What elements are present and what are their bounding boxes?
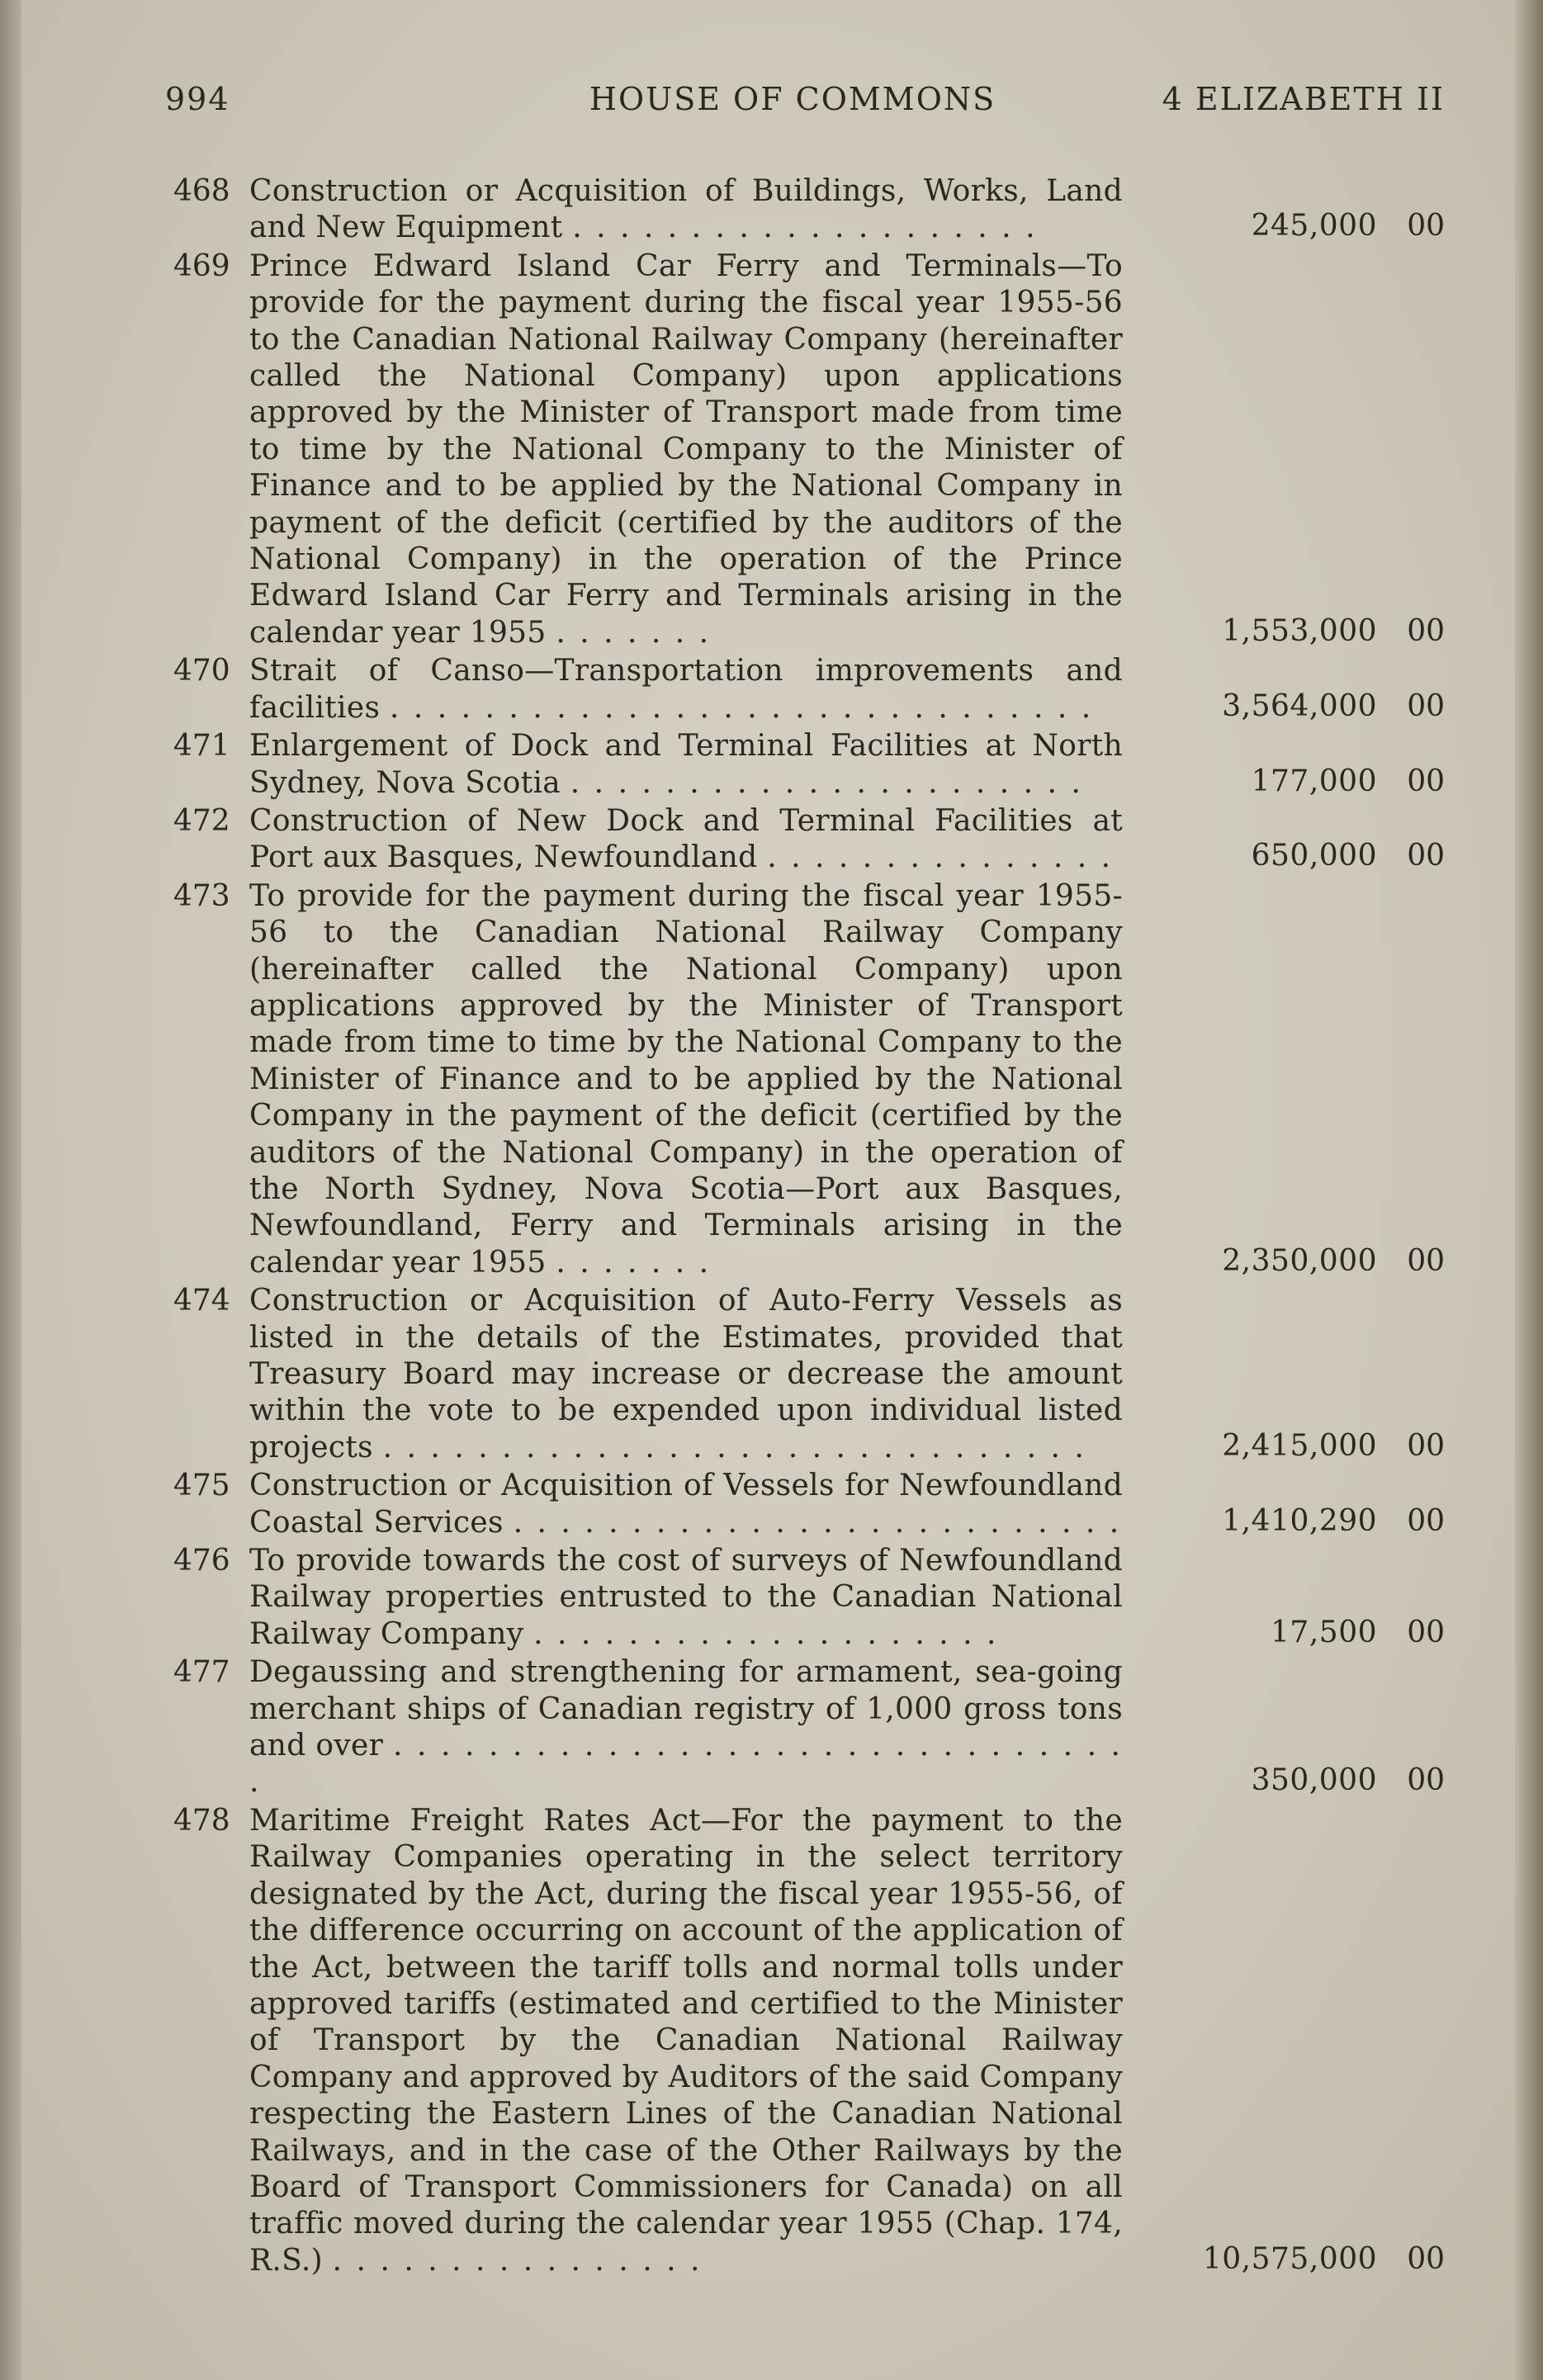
vote-amount: 177,000 00 <box>1251 764 1445 798</box>
vote-description: Enlargement of Dock and Terminal Facilities at North Sydney, Nova Scotia . . . . . . . . . . . . . . . . . . . . . . <box>249 729 1123 800</box>
vote-description: Construction or Acquisition of Buildings, Works, Land and New Equipment . . . . . . . . . . . . . . . . . . . . <box>249 174 1123 245</box>
estimate-item <box>173 653 1445 726</box>
vote-number: 475 <box>173 1469 230 1503</box>
vote-number: 478 <box>173 1803 230 1838</box>
estimate-item <box>173 728 1445 802</box>
page-binding-shadow <box>0 0 21 2380</box>
vote-number: 474 <box>173 1284 230 1318</box>
vote-amount: 350,000 00 <box>1251 1763 1445 1798</box>
vote-description: Degaussing and strengthening for armament, sea-going merchant ships of Canadian registry of 1,000 gross tons and over . . . . . . . . . . . . . . . . . . . . . . . . . . . . . . . . <box>249 1655 1124 1800</box>
vote-description: Construction or Acquisition of Vessels for Newfoundland Coastal Services . . . . . . . . . . . . . . . . . . . . . . . . . . <box>249 1469 1123 1540</box>
dot-leader: . . . . . . . <box>556 1245 712 1280</box>
vote-description: To provide towards the cost of surveys of Newfoundland Railway properties entrusted to the Canadian National Railway Company . . . . . . . . . . . . . . . . . . . . <box>249 1544 1123 1651</box>
page-edge-shadow <box>1515 0 1543 2380</box>
dot-leader: . . . . . . . . . . . . . . . . . . . . <box>533 1616 999 1651</box>
estimate-item <box>173 1283 1445 1466</box>
page-number: 994 <box>165 81 230 117</box>
dot-leader: . . . . . . . . . . . . . . . . . . . . . . . . . . . . . . <box>382 1430 1086 1464</box>
vote-amount: 1,553,000 00 <box>1222 613 1445 648</box>
estimate-item <box>173 1543 1445 1653</box>
dot-leader: . . . . . . . . . . . . . . . . <box>332 2243 703 2278</box>
vote-amount: 17,500 00 <box>1271 1615 1445 1649</box>
dot-leader: . . . . . . . . . . . . . . . . . . . . . . <box>570 765 1083 800</box>
estimate-item <box>173 1468 1445 1541</box>
estimate-item <box>173 173 1445 247</box>
vote-amount: 3,564,000 00 <box>1222 688 1445 723</box>
vote-description: Construction or Acquisition of Auto-Ferry Vessels as listed in the details of the Estimates, provided that Treasury Board may increase or decrease the amount within the vote to be expended upon individual listed projects . . . . . . . . . . . . . . . . . . . . . . . . . . . . . . <box>249 1284 1123 1464</box>
vote-description: To provide for the payment during the fiscal year 1955-56 to the Canadian National Railway Company (hereinafter called the National Company) upon applications approved by the Minister of Transport made from time to time by the National Company to the Minister of Finance and to be applied by the National Company in the payment of the deficit (certified by the auditors of the National Company) in the operation of the North Sydney, Nova Scotia—Port aux Basques, Newfoundland, Ferry and Terminals arising in the calendar year 1955 . . . . . . . <box>249 878 1123 1280</box>
page-title: HOUSE OF COMMONS <box>589 81 996 117</box>
dot-leader: . . . . . . . <box>556 615 712 650</box>
vote-description: Construction of New Dock and Terminal Facilities at Port aux Basques, Newfoundland . . . . . . . . . . . . . . . <box>249 803 1123 875</box>
vote-description: Prince Edward Island Car Ferry and Terminals—To provide for the payment during the fiscal year 1955-56 to the Canadian National Railway Company (hereinafter called the National Company) upon applications approved by the Minister of Transport made from time to time by the National Company to the Minister of Finance and to be applied by the National Company in payment of the deficit (certified by the auditors of the National Company) in the operation of the Prince Edward Island Car Ferry and Terminals arising in the calendar year 1955 . . . . . . . <box>249 248 1123 650</box>
running-header <box>165 81 1445 122</box>
estimate-item <box>173 248 1445 651</box>
regnal-year: 4 ELIZABETH II <box>1162 81 1445 117</box>
vote-number: 470 <box>173 654 230 688</box>
vote-number: 471 <box>173 729 230 764</box>
vote-description: Strait of Canso—Transportation improvements and facilities . . . . . . . . . . . . . . . . . . . . . . . . . . . . . . <box>249 654 1123 725</box>
vote-amount: 2,415,000 00 <box>1222 1428 1445 1463</box>
dot-leader: . . . . . . . . . . . . . . . . . . . . <box>572 211 1038 245</box>
vote-amount: 650,000 00 <box>1251 839 1445 873</box>
dot-leader: . . . . . . . . . . . . . . . <box>767 840 1114 875</box>
vote-amount: 245,000 00 <box>1251 209 1445 244</box>
estimate-item <box>173 1803 1445 2279</box>
vote-number: 468 <box>173 174 230 208</box>
dot-leader: . . . . . . . . . . . . . . . . . . . . . . . . . . . . . . <box>390 690 1094 725</box>
vote-number: 476 <box>173 1544 230 1578</box>
vote-amount: 2,350,000 00 <box>1222 1243 1445 1278</box>
estimates-list <box>173 173 1445 2281</box>
vote-description: Maritime Freight Rates Act—For the payment to the Railway Companies operating in the select territory designated by the Act, during the fiscal year 1955-56, of the difference occurring on account of the application of the Act, between the tariff tolls and normal tolls under approved tariffs (estimated and certified to the Minister of Transport by the Canadian National Railway Company and approved by Auditors of the said Company respecting the Eastern Lines of the Canadian National Railways, and in the case of the Other Railways by the Board of Transport Commissioners for Canada) on all traffic moved during the calendar year 1955 (Chap. 174, R.S.) . . . . . . . . . . . . . . . . <box>249 1803 1123 2278</box>
dot-leader: . . . . . . . . . . . . . . . . . . . . . . . . . . . . . . . . <box>249 1729 1124 1800</box>
estimate-item <box>173 803 1445 877</box>
vote-number: 469 <box>173 248 230 283</box>
vote-number: 477 <box>173 1655 230 1690</box>
vote-amount: 10,575,000 00 <box>1202 2241 1445 2276</box>
vote-amount: 1,410,290 00 <box>1222 1503 1445 1538</box>
estimate-item <box>173 1654 1445 1801</box>
dot-leader: . . . . . . . . . . . . . . . . . . . . . . . . . . <box>513 1505 1122 1540</box>
vote-number: 472 <box>173 803 230 838</box>
vote-number: 473 <box>173 878 230 913</box>
estimate-item <box>173 878 1445 1281</box>
